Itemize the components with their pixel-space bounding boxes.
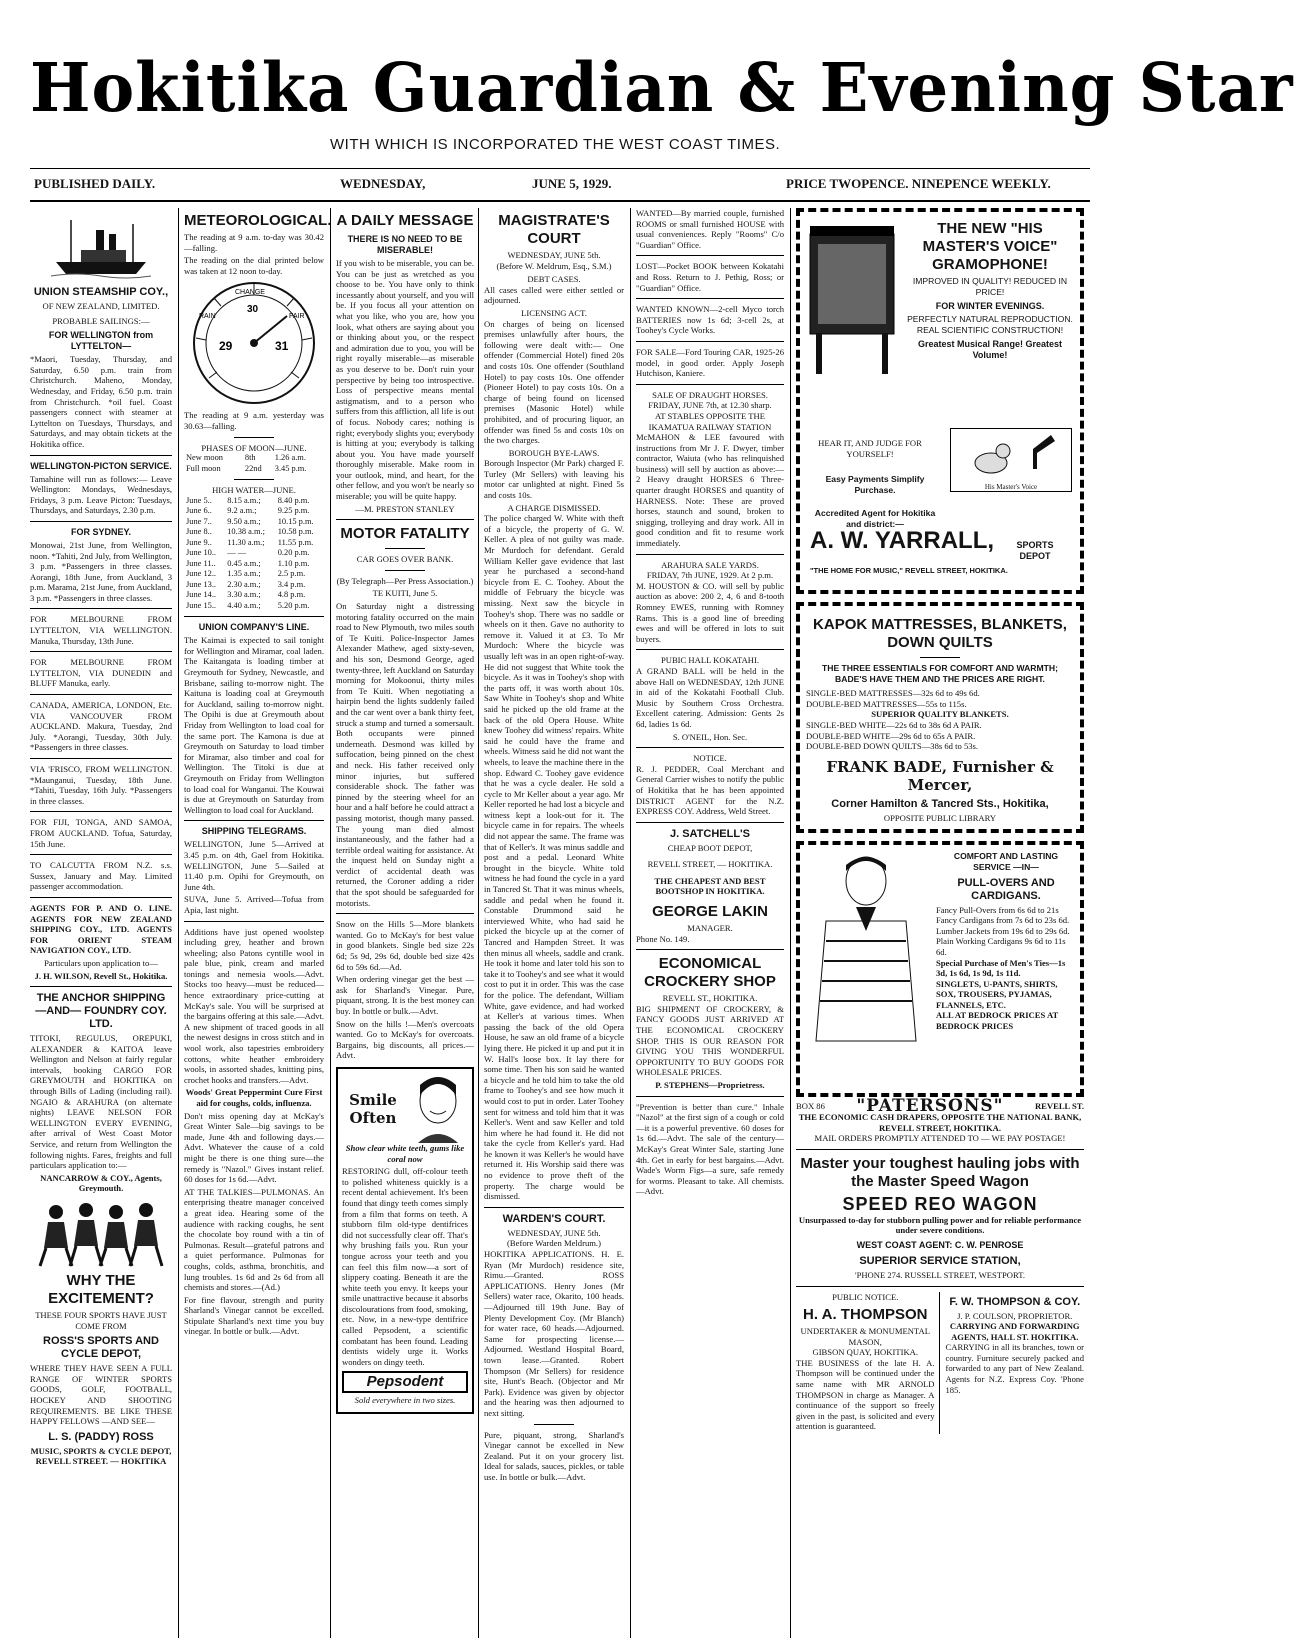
divider — [336, 519, 474, 520]
divider — [30, 986, 172, 987]
tide-table — [184, 496, 324, 612]
dial-left-label: 29 — [219, 339, 233, 354]
pepsodent-text: RESTORING dull, off-colour teeth to polished whiteness quickly is a recent dental achievement. It's been found that dingy teeth comes simply from a film that forms on teeth. A stubborn film old-type dentifrices did not successfully clear off. That's why brushing fails you. Run your tongue across your teeth and you can feel this film now—a sort of slippery coating. Beneath it are the white teeth you envy. It keeps your smile unattractive because it absorbs discolourations from food, smoking, etc. Now, in a new-type dentifrice called Pepsodent, a scientific combatant has been found. Leading dentists widely urge it. Works wonders on dingy teeth. — [342, 1166, 468, 1367]
sailings-label: PROBABLE SAILINGS:— — [52, 315, 150, 326]
divider — [796, 1149, 1084, 1150]
divider — [30, 694, 172, 695]
wellington-text: *Maori, Tuesday, Thursday, and Saturday, 6.50 p.m. train from Christchurch. Maheno, Monday, Wednesday, and Friday, 6.50 p.m. train from Christchurch. *oil fuel. Coast passengers connect with steamer at Lyttelton on Tuesdays, Thursdays, and Saturdays, and may obtain tickets at the Hokitika office. — [30, 354, 172, 449]
pullover-heading: PULL-OVERS AND CARDIGANS. — [957, 876, 1055, 902]
union-company-sub: OF NEW ZEALAND, LIMITED. — [42, 301, 160, 311]
divider — [30, 608, 172, 609]
picton-heading: WELLINGTON-PICTON SERVICE. — [30, 460, 172, 471]
divider — [30, 854, 172, 855]
excitement-text: THESE FOUR SPORTS HAVE JUST COME FROM — [35, 1310, 167, 1331]
suva-text: SUVA, June 5. Arrived—Tofua from Apia, last night. — [184, 894, 324, 915]
hall-heading: PUBIC HALL KOKATAHI. — [660, 655, 760, 666]
hmv-agent: Accredited Agent for Hokitika and district:— — [814, 508, 936, 529]
kapok-text: THE THREE ESSENTIALS FOR COMFORT AND WARMTH; BADE'S HAVE THEM AND THE PRICES ARE RIGHT. — [821, 663, 1058, 684]
motor-fatality-byline: (By Telegraph—Per Press Association.) — [336, 575, 474, 586]
magistrates-court-heading: MAGISTRATE'S COURT — [498, 212, 610, 247]
picton-text: Tamahine will run as follows:— Leave Wellington: Mondays, Wednesdays, Fridays, 3 p.m. Leave Picton: Tuesdays, Thursdays, and Saturdays, 2.30 p.m. — [30, 473, 172, 516]
table-row: New moon 8th 1.26 a.m. — [186, 453, 306, 463]
sydney-heading: FOR SYDNEY. — [70, 526, 131, 537]
kapok-list — [806, 688, 1074, 752]
moon-table — [184, 453, 324, 474]
moon-heading: PHASES OF MOON—JUNE. — [201, 442, 307, 453]
table-row: June 6.. 9.2 a.m.; 9.25 p.m. — [186, 506, 310, 516]
reo-heading: Master your toughest hauling jobs with the Master Speed Wagon — [800, 1154, 1080, 1190]
dial-right-label: 31 — [275, 339, 289, 354]
table-row: Full moon 22nd 3.45 p.m. — [186, 463, 307, 473]
satchell-tagline: THE CHEAPEST AND BEST BOOTSHOP IN HOKITIKA. — [654, 875, 766, 897]
fiji-sailing: FOR FIJI, TONGA, AND SAMOA, FROM AUCKLAND. Tofua, Saturday, 15th June. — [30, 817, 172, 849]
dateline-rule — [30, 200, 1090, 202]
hmv-text: PERFECTLY NATURAL REPRODUCTION. REAL SCIENTIFIC CONSTRUCTION! — [907, 314, 1073, 335]
arahura-heading: ARAHURA SALE YARDS. — [661, 559, 759, 570]
thompson-street: GIBSON QUAY, HOKITIKA. — [812, 1347, 918, 1358]
column-ads — [796, 208, 1084, 1638]
list-item: Lumber Jackets from 19s 6d to 29s 6d. — [936, 925, 1070, 936]
patersons-box: BOX 86 — [796, 1101, 825, 1112]
agents-list: AGENTS FOR P. AND O. LINE. AGENTS FOR NEW ZEALAND SHIPPING COY., LTD. AGENTS FOR ORIENT STEAM NAVIGATION COY., LTD. — [30, 902, 172, 956]
pepsodent-brand: Pepsodent — [342, 1371, 468, 1393]
notice-text: R. J. PEDDER, Coal Merchant and General Carrier wishes to notify the public of Hokitika that he has been appointed DISTRICT AGENT for the N.Z. EXPRESS COY. Address, Weld Street. — [636, 763, 784, 817]
table-row: June 7.. 9.50 a.m.; 10.15 p.m. — [186, 516, 314, 526]
dial-rain-word: RAIN — [199, 313, 216, 321]
union-line-text: The Kaimai is expected to sail tonight for Wellington and Miramar, coal laden. The Kaitangata is loading timber at Greymouth for Sydney, Newcastle, and Brisbane, sailing to-morrow night. The Kaituna is loading coal at Greymouth for Auckland, sailing to-morrow night. The Opihi is due at Greymouth about Friday from Wellington to load coal for the same port. The Kamona is due at Greymouth on Saturday to load timber for Miramar, also timber and coal for Wellington. The Titoki is due at Greymouth on Friday from Wellington to load coal for Wanganui. The Kouwai is due at Greymouth on Saturday from Wellington to load coal for Auckland. — [184, 635, 324, 815]
notice-heading: NOTICE. — [693, 753, 727, 764]
table-row: June 11.. 0.45 a.m.; 1.10 p.m. — [186, 558, 310, 568]
column-rule — [630, 208, 631, 1638]
published-line: PUBLISHED DAILY. — [34, 176, 156, 191]
sydney-text: Monowai, 21st June, from Wellington, noon. *Tahiti, 2nd July, from Wellington, 3 p.m. *Passengers in three classes. Aorangi, 18th June, from Auckland, 3 p.m. Marama, 21st June, from Auckland, 3 p.m. *Passengers in three classes. — [30, 539, 172, 603]
met-reading: The reading at 9 a.m. to-day was 30.42—falling. — [184, 232, 324, 253]
divider — [184, 616, 324, 617]
lost-book: LOST—Pocket BOOK between Kokatahi and Ross. Return to J. Pethig, Ross; or "Guardian" Office. — [636, 261, 784, 293]
table-row: June 15.. 4.40 a.m.; 5.20 p.m. — [186, 600, 310, 610]
charge-text: The police charged W. White with theft of a bicycle, the property of G. W. Keller. A plea of not guilty was made. Mr Murdoch for defendant. Gerald William Keller gave evidence that last year he purchased a second-hand bicycle from E. C. Toohey. About the middle of February the bicycle was missing. Next saw the bicycle in Toohey's shop. There was no saddle or wheels on it then. Gave no authority to remove it. Valued it at £3. To Mr Murdoch: Where the bicycle was usually left was in an open right-of-way. He did not suggest that White took the bicycle. As it was in Toohey's shop with the parts off, it was worth about 10s. Saw White in Toohey's shop and White said he picked up the old frame at the back of the old Opera House. White knew Toohey did witness' repairs. White said he could have the frame and wheels. Witness said he did not want the wheels, to leave the machine there in the shop. Edward C. Toohey gave evidence that he was a cycle dealer. He sold a cycle to Mr Keller about a year ago. Mr Keller reported he had lost a bicycle and witness kept a look-out for it. The bicycle came in for repairs. The wheels did not appear the same. The frame was that of Keller's. It was minus saddle and post and a pedal. Leonard White brought in the bicycle. White told witness he had found the cycle in a yard in Tancred St. That it was minus wheels, saddle and pedal when he found it. Constable Drummond said he interviewed White, who had said he picked the bicycle up at the corner of Tancred and Hampden Street. It was then minus all wheels, saddle and crank. He took it home and later told his son to take it to Toohey's and see what it would cost to put it in order. This was the case for the police. The defendant, William White, gave evidence, and had worked at Keller's at various times. When passing the back of the old Opera House, he saw an old frame of a bicycle lying there. He picked it up and put it in W. Hall's loose box. It lay there for some time. Then his son said he wanted a bicycle and he told him to take the old frame to Toohey's and see how much it would cost to put in order. Later Toohey sent for witness and told him that it was Keller's. Went and saw Keller and told him where he had found it. He did not take the cycle from Keller's yard. Had he known it was Keller's he would have returned it. His Worship said there was no evidence to prove theft of the property. The charge would be dismissed. — [484, 513, 624, 1202]
top-rule — [30, 168, 1090, 169]
hmv-ad — [796, 208, 1084, 594]
bylaws-text: Borough Inspector (Mr Park) charged F. Turley (Mr Sellers) with leaving his motor car unlighted at night. Fined 5s and costs 10s. — [484, 458, 624, 501]
agent-name: J. H. WILSON, Revell St., Hokitika. — [34, 970, 168, 981]
patersons-mail: MAIL ORDERS PROMPTLY ATTENDED TO — WE PAY POSTAGE! — [814, 1133, 1066, 1144]
column-message — [336, 208, 474, 1638]
motor-fatality-heading: MOTOR FATALITY — [340, 525, 470, 543]
daily-message-text: If you wish to be miserable, you can be. You can be just as wretched as you choose to be. You have only to think incessantly about yourself, and you will be. If you focus all your attention on what you like, who you are, how you look, what others are saying about you or thinking about you, or the respect and admiration due to you, you will be right royally miserable—as miserable as you deserve to be. Don't ruin your perspective by being too introspective. Loss of perspective means mental astigmatism, and to a person who suffers from this affliction, all life is out of focus. Nobody cares; nothing is right; everybody slights you; everybody is hitting at you; everybody is talking about you. You have made yourself thoroughly miserable. Make room in your outlook, mind, and heart, for the other fellow, and you won't be nearly so miserable; you will be quite happy. — [336, 258, 474, 502]
divider — [534, 1424, 574, 1425]
sportsmen-cartoon — [36, 1198, 166, 1268]
daily-message-heading: A DAILY MESSAGE — [336, 212, 474, 229]
warden-date: WEDNESDAY, JUNE 5th. — [507, 1227, 601, 1238]
hmv-hear: HEAR IT, AND JUDGE FOR YOURSELF! — [818, 438, 922, 459]
patersons-ad — [796, 841, 1084, 1097]
satchell-street: REVELL STREET, — HOKITIKA. — [647, 859, 773, 870]
debt-text: All cases called were either settled or adjourned. — [484, 284, 624, 306]
list-item: SINGLE-BED MATTRESSES—32s 6d to 49s 6d. — [806, 688, 980, 699]
list-item: Fancy Pull-Overs from 6s 6d to 21s — [936, 904, 1059, 915]
masthead-title: Hokitika Guardian & Evening Star — [30, 49, 1294, 128]
hmv-subheading: IMPROVED IN QUALITY! REDUCED IN PRICE! — [912, 276, 1068, 297]
houston-text: M. HOUSTON & CO. will sell by public auction as above: 200 2, 4, 6 and 8-tooth Romney EWES, running with Romney Rams. This is a good line of breeding ewes and will be offered in lots to suit buyers. — [636, 580, 784, 644]
telegrams-text: WELLINGTON, June 5—Arrived at 3.45 p.m. on 4th, Gael from Hokitika. WELLINGTON, June 5—Sailed at 11.40 p.m. Opihi for Greymouth, on June 4th. — [184, 839, 324, 892]
motor-fatality-sub: CAR GOES OVER BANK. — [356, 554, 454, 565]
pepsodent-footer: Sold everywhere in two sizes. — [354, 1395, 456, 1406]
debt-heading: DEBT CASES. — [527, 274, 581, 285]
calcutta-sailing: TO CALCUTTA FROM N.Z. s.s. Sussex, January and May. Limited passenger accommodation. — [30, 860, 172, 892]
ross-depot: ROSS'S SPORTS AND CYCLE DEPOT, — [43, 1335, 159, 1361]
column-weather — [184, 208, 332, 1638]
excitement-heading: WHY THE EXCITEMENT? — [48, 1272, 154, 1307]
vinegar-ad: For fine flavour, strength and purity Sharland's Vinegar cannot be excelled. Stipulate Sharland's next time you buy vinegar. In bottle or bulk.—Advt. — [184, 1294, 324, 1337]
divider — [636, 554, 784, 555]
yarrall-footer: "THE HOME FOR MUSIC," REVELL STREET, HOKITIKA. — [810, 566, 1008, 575]
divider — [636, 384, 784, 385]
kapok-heading: KAPOK MATTRESSES, BLANKETS, DOWN QUILTS — [813, 616, 1067, 651]
pullover-comfort: COMFORT AND LASTING SERVICE —IN— — [953, 851, 1059, 872]
bylaws-heading: BOROUGH BYE-LAWS. — [508, 447, 600, 458]
list-item: DOUBLE-BED MATTRESSES—55s to 115s. — [806, 698, 967, 709]
divider — [30, 521, 172, 522]
telegrams-heading: SHIPPING TELEGRAMS. — [201, 826, 307, 837]
list-item: SUPERIOR QUALITY BLANKETS. — [871, 709, 1009, 720]
charge-heading: A CHARGE DISMISSED. — [507, 502, 601, 513]
yarrall-name: A. W. YARRALL, — [810, 527, 995, 554]
vinegar-ad: Pure, piquant, strong, Sharland's Vinegar cannot be excelled in New Zealand. Put it on your grocery list. Ideal for salads, sauces, pickles, or table use. In bottle or bulk.—Advt. — [484, 1429, 624, 1482]
anchor-company: THE ANCHOR SHIPPING —AND— FOUNDRY COY. LTD. — [35, 992, 167, 1031]
vinegar-ad: When ordering vinegar get the best —ask for Sharland's Vinegar. Pure, piquant, strong. It is the best money can buy. In bottle or bulk.—Advt. — [336, 974, 474, 1016]
union-company-name: UNION STEAMSHIP COY., — [33, 286, 169, 298]
hall-signature: S. O'NEIL, Hon. Sec. — [672, 731, 748, 742]
fw-thompson-proprietor: J. P. COULSON, PROPRIETOR. — [957, 1310, 1073, 1321]
hall-text: A GRAND BALL will be held in the above Hall on WEDNESDAY, 12th JUNE in aid of the Kokatahi Football Club. Music by Southern Cross Orchestra. Excellent catering. Admission: Gents 2s 6d, ladies 1s 6d. — [636, 665, 784, 729]
column-notices — [636, 208, 784, 1638]
horses-text: McMAHON & LEE favoured with instructions from Mr J. F. Dwyer, timber contractor, Waiuta (who has relinquished business) will sell by auction as above:— 2 Heavy draught HORSES 6 Three-quarter draught HORSES and quantity of HARNESS. Note: These are proved horses, staunch and sound, broken to snigging, trolleying and dray work. All in good condition and fit to resume work immediately. — [636, 432, 784, 549]
divider — [636, 949, 784, 950]
masthead-subtitle: WITH WHICH IS INCORPORATED THE WEST COAST TIMES. — [330, 136, 781, 153]
daily-message-sub: THERE IS NO NEED TO BE MISERABLE! — [347, 234, 463, 255]
crockery-signature: P. STEPHENS—Proprietress. — [655, 1080, 765, 1090]
table-row: June 9.. 11.30 a.m.; 11.55 p.m. — [186, 537, 314, 547]
list-item: Special Purchase of Men's Ties—1s 3d, 1s 6d, 1s 9d, 1s 11d. — [936, 957, 1066, 979]
table-row: June 14.. 3.30 a.m.; 4.8 p.m. — [186, 590, 306, 600]
reo-station: SUPERIOR SERVICE STATION, — [859, 1254, 1021, 1267]
hmv-payments: Easy Payments Simplify Purchase. — [825, 474, 925, 495]
for-sale-car: FOR SALE—Ford Touring CAR, 1925-26 model, in good order. Apply Joseph Hutchison, Kaniere. — [636, 346, 784, 379]
canada-sailing: CANADA, AMERICA, LONDON, Etc. VIA VANCOUVER FROM AUCKLAND. Makura, Tuesday, 2nd July. *Aorangi, Tuesday, 30th July. *Passengers in three classes. — [30, 700, 172, 753]
dial-fair-word: FAIR — [289, 313, 305, 321]
licensing-heading: LICENSING ACT. — [521, 307, 587, 318]
divider — [336, 913, 474, 914]
divider — [636, 1096, 784, 1097]
divider — [30, 897, 172, 898]
date-line: JUNE 5, 1929. — [532, 176, 612, 191]
small-ads: Additions have just opened woolstep including grey, heather and brown wheeling; also Patons cyntille wool in pale blue, pink, cream and marled tonings and nemesia wools.—Advt. Stocks too heavy—must be reduced—hence extraordinary price-cutting at McKay's sale. You will be surprised at the bargains offering at this sale.—Advt. A new shipment of traced goods in all the newest designs in cross stitch and in wool work, also tapestries embroidery cottons, white heather embroidery wools, in assorted shades, knitting pins, crochet hooks and transfers.—Advt. — [184, 926, 324, 1085]
steamship-icon — [51, 212, 151, 282]
union-line-heading: UNION COMPANY'S LINE. — [198, 622, 310, 633]
hmv-logo — [950, 428, 1072, 492]
melbourne-lyttelton: FOR MELBOURNE FROM LYTTELTON, VIA WELLINGTON. Manuka, Thursday, 13th June. — [30, 614, 172, 646]
lakin-role: MANAGER. — [687, 923, 733, 934]
satchell-sub: CHEAP BOOT DEPOT, — [667, 842, 753, 853]
divider — [636, 747, 784, 748]
arahura-date: FRIDAY, 7th JUNE, 1929. At 2 p.m. — [646, 570, 774, 581]
warden-before: (Before Warden Meldrum.) — [507, 1238, 601, 1249]
patersons-text: THE ECONOMIC CASH DRAPERS, OPPOSITE THE NATIONAL BANK, REVELL STREET, HOKITIKA. — [798, 1111, 1082, 1133]
divider — [30, 811, 172, 812]
warden-text: HOKITIKA APPLICATIONS. H. E. Ryan (Mr Murdoch) residence site, Rimu.—Granted. ROSS APPLICATIONS. Henry Jones (Mr Sellers) water race, Okarito, 100 heads.—Adjourned till 19th June. Bay of Plenty Development Coy. (Mr Blanch) for water race, 60 heads.—Adjourned. Same for prospecting license.—Adjourned. Westland Hospital Board, town lease.—Granted. Robert Thompson (Mr Sellers) for residence site, Hunt's Beach. (Objector and Mr Park). Evidence was given by objector and the hearing was then adjourned to next sitting. — [484, 1249, 624, 1418]
dial-change-word: CHANGE — [235, 289, 265, 297]
bottom-notices — [796, 1292, 1084, 1435]
divider — [920, 657, 960, 658]
pepsodent-caption: Show clear white teeth, gums like coral now — [345, 1142, 465, 1164]
hmv-range: Greatest Musical Range! Greatest Volume! — [917, 339, 1063, 361]
pepsodent-ad — [336, 1067, 474, 1414]
lakin-name: GEORGE LAKIN — [652, 903, 768, 921]
yarrall-depot: SPORTS DEPOT — [1016, 540, 1054, 561]
smile-often-title: Smile Often — [349, 1090, 397, 1127]
divider — [636, 255, 784, 256]
divider — [636, 341, 784, 342]
woman-portrait — [408, 1073, 468, 1143]
patersons-street: REVELL ST. — [1034, 1101, 1084, 1112]
met-dial-note: The reading on the dial printed below was taken at 12 noon to-day. — [184, 255, 324, 276]
fw-thompson-text: CARRYING in all its branches, town or country. Furniture securely packed and forwarded to any part of New Zealand. Agents for N.Z. Express Coy. 'Phone 185. — [945, 1342, 1084, 1395]
thompson-role: UNDERTAKER & MONUMENTAL MASON, — [800, 1326, 930, 1347]
list-item: DOUBLE-BED WHITE—29s 6d to 65s A PAIR. — [806, 730, 976, 741]
motor-fatality-text: On Saturday night a distressing motoring fatality occurred on the main road to New Plymouth, two miles south of Te Kuiti. Police-Inspector James Alexander Mathew, aged sixty-seven, and his son, Desmond George, aged twenty-three, left Auckland on Saturday morning for Mokoonui, thirty miles from Te Kuiti. When negotiating a hairpin bend the lights suddenly failed and the car went over a bank thirty feet, struck a stump and turned a somersault. Both occupants were pinned underneath. Desmond was killed by suffocation, being pinned on the chest and neck. His father received only minor injuries, but suffered considerable shock. The father was pinned by the steering wheel for an hour and a half before he could attract a passing motorist, though many passed. The young man died almost instantaneously, and the father had a terrible ordeal waiting for assistance. At the inquest held on Sunday night a verdict of accidental death was returned, the Coroner adding a rider that the spot should be safeguarded for motorists. — [336, 601, 474, 908]
anchor-text: TITOKI, REGULUS, OREPUKI, ALEXANDER & KAITOA leave Wellington and Nelson at fairly regular intervals, booking CARGO FOR GREYMOUTH and HOKITIKA on through Bills of Lading (including rail). NGAIO & ARAHURA (on alternate nights) LEAVE NELSON FOR WELLINGTON EVERY EVENING, after arrival of West Coast Motor Service, and return from Wellington the following nights. Fares, freights and full particulars application to:— — [30, 1033, 172, 1171]
reo-address: 'PHONE 274. RUSSELL STREET, WESTPORT. — [855, 1269, 1025, 1280]
ross-text: WHERE THEY HAVE SEEN A FULL RANGE OF WINTER SPORTS GOODS, GOLF, FOOTBALL, HOCKEY AND SHOOTING REQUIREMENTS. BE LIKE THESE HAPPY FELLOWS —AND SEE— — [30, 1363, 172, 1427]
hmv-winter: FOR WINTER EVENINGS. — [935, 301, 1045, 312]
divider — [385, 570, 425, 571]
satchell-heading: J. SATCHELL'S — [669, 827, 751, 840]
divider — [636, 649, 784, 650]
list-item: Fancy Cardigans from 7s 6d to 23s 6d. — [936, 915, 1070, 926]
hmv-heading: THE NEW "HIS MASTER'S VOICE" GRAMOPHONE! — [922, 220, 1058, 273]
list-item: SINGLE-BED WHITE—22s 6d to 38s 6d A PAIR. — [806, 719, 982, 730]
bade-ad — [796, 602, 1084, 833]
thompson-name: H. A. THOMPSON — [803, 1306, 928, 1324]
list-item: ALL AT BEDROCK PRICES AT BEDROCK PRICES — [936, 1010, 1059, 1032]
divider — [234, 437, 274, 438]
tide-heading: HIGH WATER—JUNE. — [212, 485, 296, 496]
court-before: (Before W. Meldrum, Esq., S.M.) — [496, 260, 612, 271]
table-row: June 5.. 8.15 a.m.; 8.40 p.m. — [186, 495, 310, 505]
divider — [184, 921, 324, 922]
lakin-phone: Phone No. 149. — [636, 933, 690, 944]
divider — [30, 651, 172, 652]
thompson-text: THE BUSINESS of the late H. A. Thompson will be continued under the same name with MR ARNOLD THOMPSON in charge as Manager. A continuance of the support so freely given in the past, is solicited and every attention is guaranteed. — [796, 1357, 935, 1432]
ross-name: L. S. (PADDY) ROSS — [48, 1430, 154, 1443]
agents-apply: Particulars upon application to— — [44, 957, 158, 968]
frisco-sailing: VIA 'FRISCO, FROM WELLINGTON. *Maunganui, Tuesday, 18th June. *Tahiti, Tuesday, 16th July. *Passengers in three classes. — [30, 764, 172, 806]
table-row: June 8.. 10.38 a.m.; 10.58 p.m. — [186, 527, 314, 537]
court-date: WEDNESDAY, JUNE 5th. — [507, 250, 601, 260]
list-item: Plain Working Cardigans 9s 6d to 11s 6d. — [936, 936, 1066, 957]
ross-footer: MUSIC, SPORTS & CYCLE DEPOT, REVELL STREET. — HOKITIKA — [30, 1445, 172, 1467]
met-yesterday: The reading at 9 a.m. yesterday was 30.63—falling. — [184, 410, 324, 431]
gramophone-cabinet-icon — [806, 226, 898, 376]
dog-gramophone-icon — [951, 429, 1069, 479]
table-row: June 10.. — — 0.20 p.m. — [186, 548, 310, 558]
barometer-dial — [189, 278, 319, 408]
list-item: DOUBLE-BED DOWN QUILTS—38s 6d to 53s. — [806, 741, 979, 752]
wanted-batteries: WANTED KNOWN—2-cell Myco torch BATTERIES now 1s 6d; 3-cell 2s, at Toohey's Cycle Works. — [636, 304, 784, 336]
divider — [30, 455, 172, 456]
price-line: PRICE TWOPENCE. NINEPENCE WEEKLY. — [786, 176, 1051, 191]
talkies-ad: AT THE TALKIES—PULMONAS. An enterprising theatre manager conceived a great idea. Hearing some of the audience with racking coughs, he sent the chocolate boy round with a tin of Pulmonas. Result—grateful patrons and a quiet performance. Pulmonas for coughs, colds, asthma, bronchitis, and lung troubles. 1s 6d and 2s 6d from all chemists and stores.—(Ad.) — [184, 1186, 324, 1293]
divider — [636, 298, 784, 299]
reo-text: Unsurpassed to-day for stubborn pulling power and for reliable performance under severe conditions. — [798, 1214, 1082, 1236]
bade-name: FRANK BADE, Furnisher & Mercer, — [826, 757, 1054, 794]
column-shipping — [30, 208, 172, 1638]
list-item: SINGLETS, U-PANTS, SHIRTS, SOX, TROUSERS, PYJAMAS, FLANNELS, ETC. — [936, 978, 1058, 1010]
divider — [636, 822, 784, 823]
reo-agent: WEST COAST AGENT: C. W. PENROSE — [856, 1239, 1024, 1250]
horses-place: AT STABLES OPPOSITE THE IKAMATUA RAILWAY STATION — [648, 410, 772, 432]
day-line: WEDNESDAY, — [340, 176, 426, 191]
wardens-court-heading: WARDEN'S COURT. — [502, 1212, 606, 1225]
small-ads-2: Don't miss opening day at McKay's Great Winter Sale—big savings to be made, June 4th and following days.—Advt. Whatever the cause of a cold might be there is one thing sure—the remedy is "Nazol." Gives instant relief. 60 doses for 1s 6d.—Advt. — [184, 1110, 324, 1185]
table-row: June 12.. 1.35 a.m.; 2.5 p.m. — [186, 569, 306, 579]
horses-heading: SALE OF DRAUGHT HORSES. — [652, 389, 768, 400]
column-rule — [790, 208, 791, 1638]
column-rule — [478, 208, 479, 1638]
patersons-name: "PATERSONS" — [856, 1096, 1004, 1117]
licensing-text: On charges of being on licensed premises unlawfully after hours, the following were dealt with:— One offender (Commercial Hotel) fined 20s and costs 10s. One offender (Southland Hotel) to pay costs 10s. One offender (Pioneer Hotel) to pay costs 10s. On a charge of being found on licensed premises (Masonic Hotel) while prohibited, and of procuring liquor, an offender was fined 5s and costs 10s on the two charges. — [484, 318, 624, 446]
wanted-rooms: WANTED—By married couple, furnished ROOMS or small furnished HOUSE with usual conveniences. Reply "Rooms" C/o "Guardian" Office. — [636, 208, 784, 250]
column-rule — [178, 208, 179, 1638]
bade-opposite: OPPOSITE PUBLIC LIBRARY — [883, 812, 997, 823]
motor-fatality-place: TE KUITI, June 5. — [372, 588, 438, 599]
dial-top-label: 30 — [247, 304, 259, 316]
blankets-ad: Snow on the Hills 5—More blankets wanted. Go to McKay's for best value in good blankets. Single bed size 22s 6d; 5s 9d, 29s 6d, double bed size 42s 6d to 59s 6d.—Ad. — [336, 919, 474, 972]
man-in-cardigan-illustration — [806, 851, 926, 1041]
fw-thompson-carrying: CARRYING AND FORWARDING AGENTS, HALL ST. HOKITIKA. — [949, 1321, 1080, 1342]
crockery-text: BIG SHIPMENT OF CROCKERY, & FANCY GOODS JUST ARRIVED AT THE ECONOMICAL CROCKERY SHOP. THIS IS OUR REASON FOR GIVING YOU THIS WONDERFUL OPPORTUNITY TO BUY GOODS FOR WHOLESALE PRICES. — [636, 1003, 784, 1078]
reo-name: SPEED REO WAGON — [842, 1193, 1038, 1214]
table-row: June 13.. 2.30 a.m.; 3.4 p.m. — [186, 579, 306, 589]
public-notice-heading: PUBLIC NOTICE. — [832, 1291, 899, 1302]
divider — [484, 1207, 624, 1208]
fw-thompson-name: F. W. THOMPSON & COY. — [949, 1295, 1081, 1308]
bade-address: Corner Hamilton & Tancred Sts., Hokitika, — [831, 797, 1049, 810]
divider — [796, 1286, 1084, 1287]
column-court — [484, 208, 624, 1638]
woods-cure: Woods' Great Peppermint Cure First aid for coughs, colds, influenza. — [185, 1087, 323, 1108]
divider — [30, 758, 172, 759]
crockery-street: REVELL ST., HOKITIKA. — [662, 993, 758, 1004]
crockery-heading: ECONOMICAL CROCKERY SHOP — [644, 955, 776, 991]
melbourne-bluff: FOR MELBOURNE FROM LYTTELTON, VIA DUNEDIN and BLUFF Manuka, early. — [30, 657, 172, 689]
divider — [234, 479, 274, 480]
wellington-heading: FOR WELLINGTON from LYTTELTON— — [48, 330, 154, 352]
daily-message-author: —M. PRESTON STANLEY — [355, 503, 455, 514]
meteorological-heading: METEOROLOGICAL. — [184, 212, 332, 229]
overcoats-ad: Snow on the hills !—Men's overcoats wanted. Go to McKay's for overcoats. Bargains, big discounts, all prices.—Advt. — [336, 1018, 474, 1061]
anchor-agent: NANCARROW & COY., Agents, Greymouth. — [40, 1172, 162, 1194]
column-rule — [330, 208, 331, 1638]
hmv-logo-text: His Master's Voice — [984, 482, 1038, 491]
pullover-list — [936, 905, 1076, 1032]
divider — [184, 820, 324, 821]
horses-date: FRIDAY, JUNE 7th, at 12.30 sharp. — [648, 400, 772, 411]
divider — [385, 548, 425, 549]
small-ads: "Prevention is better than cure." Inhale "Nazol" at the first sign of a cough or cold—it is a powerful preventive. 60 doses for 1s 6d.—Advt. The sale of the century—McKay's Great Winter Sale, starting June 4th. Get in early for best bargains.—Advt. Wade's Worm Figs—a sure, safe remedy for worms. Pleasant to take. All chemists.—Advt. — [636, 1101, 784, 1197]
